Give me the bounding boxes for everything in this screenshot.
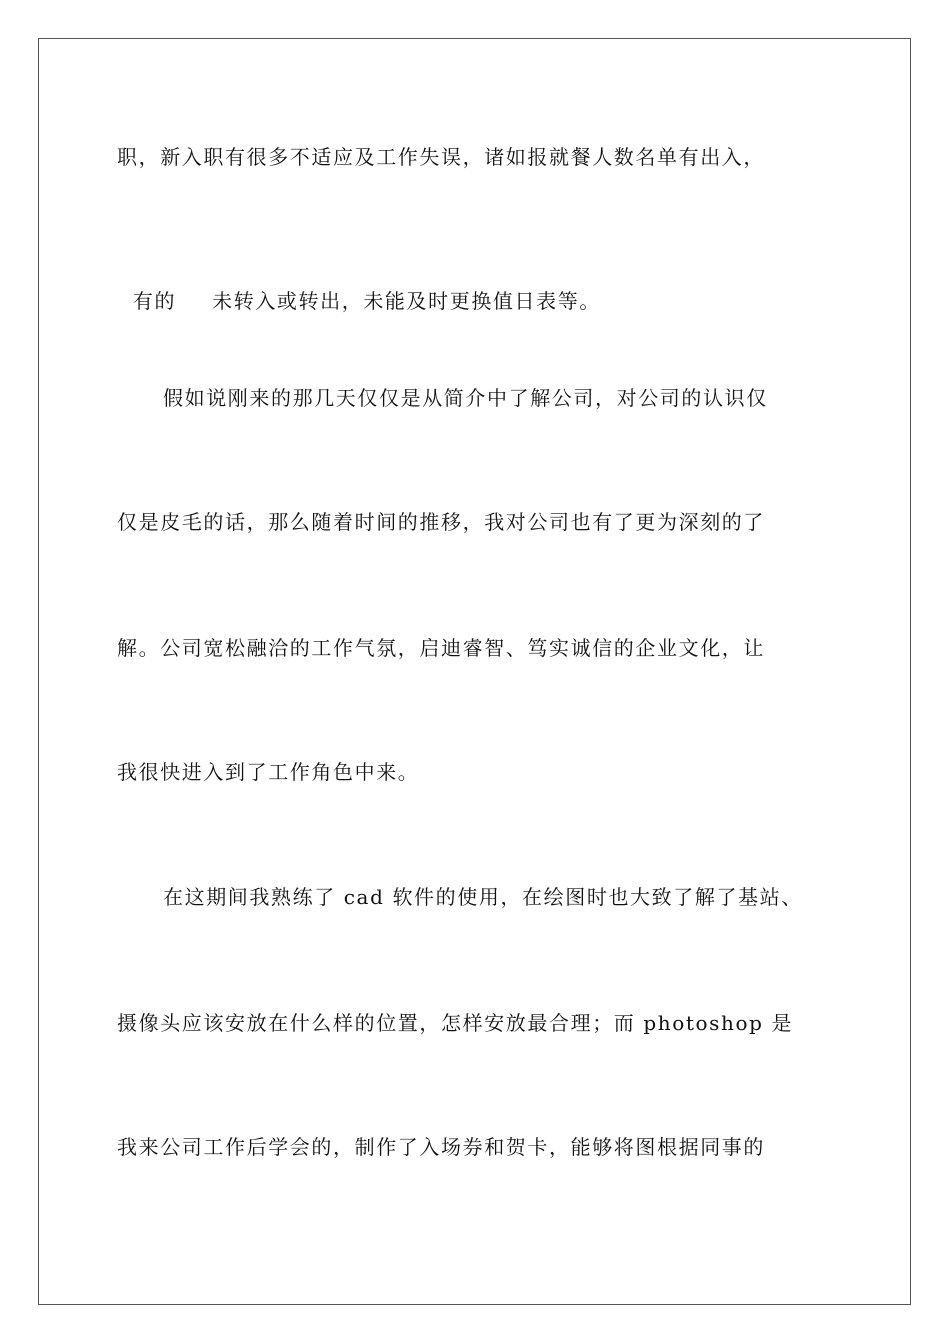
text-line-8: 摄像头应该安放在什么样的位置，怎样安放最合理；而 photoshop 是 — [117, 1011, 794, 1035]
text-line-5: 解。公司宽松融洽的工作气氛，启迪睿智、笃实诚信的企业文化，让 — [117, 636, 765, 660]
text-line-2-end: 未转入或转出，未能及时更换值日表等。 — [212, 289, 601, 313]
text-line-4: 仅是皮毛的话，那么随着时间的推移，我对公司也有了更为深刻的了 — [117, 510, 765, 534]
text-line-2-start: 有的 — [132, 289, 177, 313]
text-line-3: 假如说刚来的那几天仅仅是从简介中了解公司，对公司的认识仅 — [163, 386, 768, 410]
text-line-1: 职，新入职有很多不适应及工作失误，诸如报就餐人数名单有出入， — [117, 145, 765, 169]
text-line-9: 我来公司工作后学会的，制作了入场券和贺卡，能够将图根据同事的 — [117, 1135, 765, 1159]
text-line-7: 在这期间我熟练了 cad 软件的使用，在绘图时也大致了解了基站、 — [163, 885, 803, 909]
text-line-2 — [117, 265, 601, 313]
page-frame — [38, 38, 911, 1305]
text-line-6: 我很快进入到了工作角色中来。 — [117, 760, 420, 784]
